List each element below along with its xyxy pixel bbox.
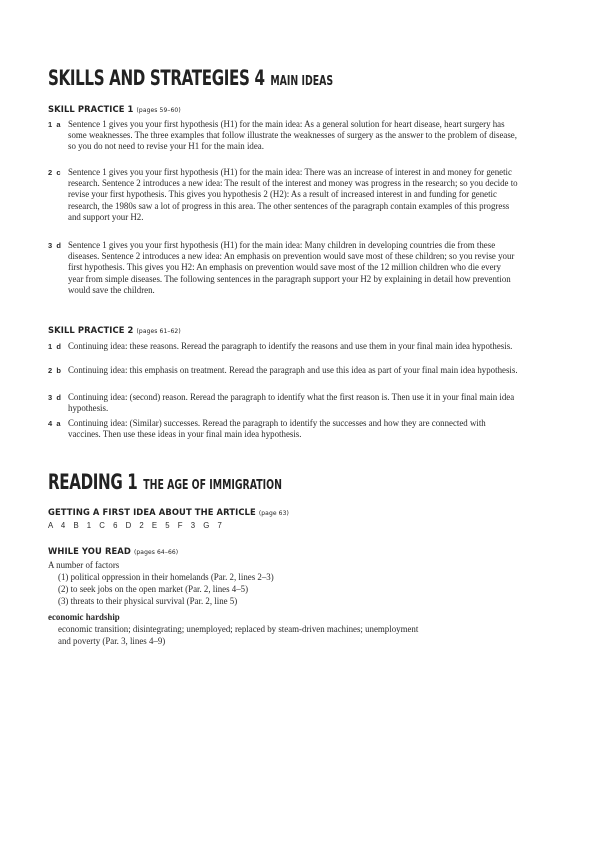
first-idea-heading — [48, 507, 289, 517]
block2-line-1: economic transition; disintegrating; unemployed; replaced by steam-driven machines; unemployment — [58, 624, 419, 634]
item-number: 3 d — [48, 393, 61, 402]
sp2-item-2 — [48, 365, 518, 376]
while-you-read-heading — [48, 546, 178, 556]
sp1-item-2 — [48, 167, 518, 223]
heading-text: WHILE YOU READ — [48, 546, 131, 556]
reading-subtitle: THE AGE OF IMMIGRATION — [143, 478, 282, 493]
block1-line-1: (1) political oppression in their homelands (Par. 2, lines 2–3) — [58, 572, 274, 582]
section-subtitle: MAIN IDEAS — [270, 74, 334, 89]
item-text: Sentence 1 gives you your first hypothesis (H1) for the main idea: As a general solution for heart disease, heart surgery has some weaknesses. The three examples that follow illustrate the weaknesses of surgery as the answer to the problem of disease, so you do not need to revise your H1 for the main idea. — [68, 119, 517, 152]
sp2-item-4 — [48, 418, 518, 440]
item-number: 3 d — [48, 241, 61, 250]
item-text: Continuing idea: this emphasis on treatment. Reread the paragraph and use this idea as part of your final main idea hypothesis. — [68, 365, 518, 375]
answer-key: A 4 B 1 C 6 D 2 E 5 F 3 G 7 — [48, 521, 222, 530]
item-number: 2 c — [48, 168, 61, 177]
block1-title: A number of factors — [48, 560, 120, 570]
item-text: Sentence 1 gives you your first hypothesis (H1) for the main idea: Many children in developing countries die from these diseases. Sentence 2 introduces a new idea: An emphasis on prevention would save most of these children; so you revise your first hypothesis. This gives you H2: An emphasis on prevention would save most of the 12 million children who die every year from simple diseases. The following sentences in the paragraph support your H2 by explaining in detail how prevention would save the children. — [68, 240, 515, 295]
item-text: Continuing idea: these reasons. Reread the paragraph to identify the reasons and use them in your final main idea hypothesis. — [68, 341, 513, 351]
item-number: 1 a — [48, 120, 61, 129]
heading-text: SKILL PRACTICE 1 — [48, 104, 134, 114]
reading-title-main: READING 1 — [48, 470, 138, 494]
reading-title — [48, 470, 282, 494]
sp1-item-3 — [48, 240, 518, 296]
block1-line-2: (2) to seek jobs on the open market (Par. 2, lines 4–5) — [58, 584, 249, 594]
block2-title: economic hardship — [48, 612, 120, 622]
item-number: 4 a — [48, 419, 61, 428]
block1-line-3: (3) threats to their physical survival (Par. 2, line 5) — [58, 596, 238, 606]
heading-text: GETTING A FIRST IDEA ABOUT THE ARTICLE — [48, 507, 256, 517]
item-text: Continuing idea: (Similar) successes. Reread the paragraph to identify the successes and how they are connected with vaccines. Then use these ideas in your final main idea hypothesis. — [68, 418, 486, 440]
item-number: 2 b — [48, 366, 61, 375]
sp2-item-3 — [48, 392, 518, 414]
section-title-main: SKILLS AND STRATEGIES 4 — [48, 66, 265, 90]
page-ref: (pages 61–62) — [136, 328, 181, 335]
heading-text: SKILL PRACTICE 2 — [48, 325, 134, 335]
sp1-item-1 — [48, 119, 518, 153]
section-title — [48, 66, 333, 90]
item-text: Sentence 1 gives you your first hypothesis (H1) for the main idea: There was an increase of interest in and money for genetic research. Sentence 2 introduces a new idea: The result of the interest and money was progress in the research; so you decide to revise your first hypothesis. This gives you hypothesis 2 (H2): As a result of increased interest in and funding for genetic research, the 1980s saw a lot of progress in this area. The other sentences of the paragraph contain examples of this progress and support your H2. — [68, 167, 518, 222]
page-ref: (pages 64–66) — [133, 549, 179, 556]
item-number: 1 d — [48, 342, 61, 351]
sp2-item-1 — [48, 341, 518, 352]
skill-practice-1-heading — [48, 104, 181, 114]
item-text: Continuing idea: (second) reason. Reread the paragraph to identify what the first reason is. Then use it in your final main idea hypothesis. — [68, 392, 515, 414]
skill-practice-2-heading — [48, 325, 181, 335]
block2-line-2: and poverty (Par. 3, lines 4–9) — [58, 636, 166, 646]
page-ref: (pages 59–60) — [136, 107, 181, 114]
page-ref: (page 63) — [258, 510, 289, 517]
